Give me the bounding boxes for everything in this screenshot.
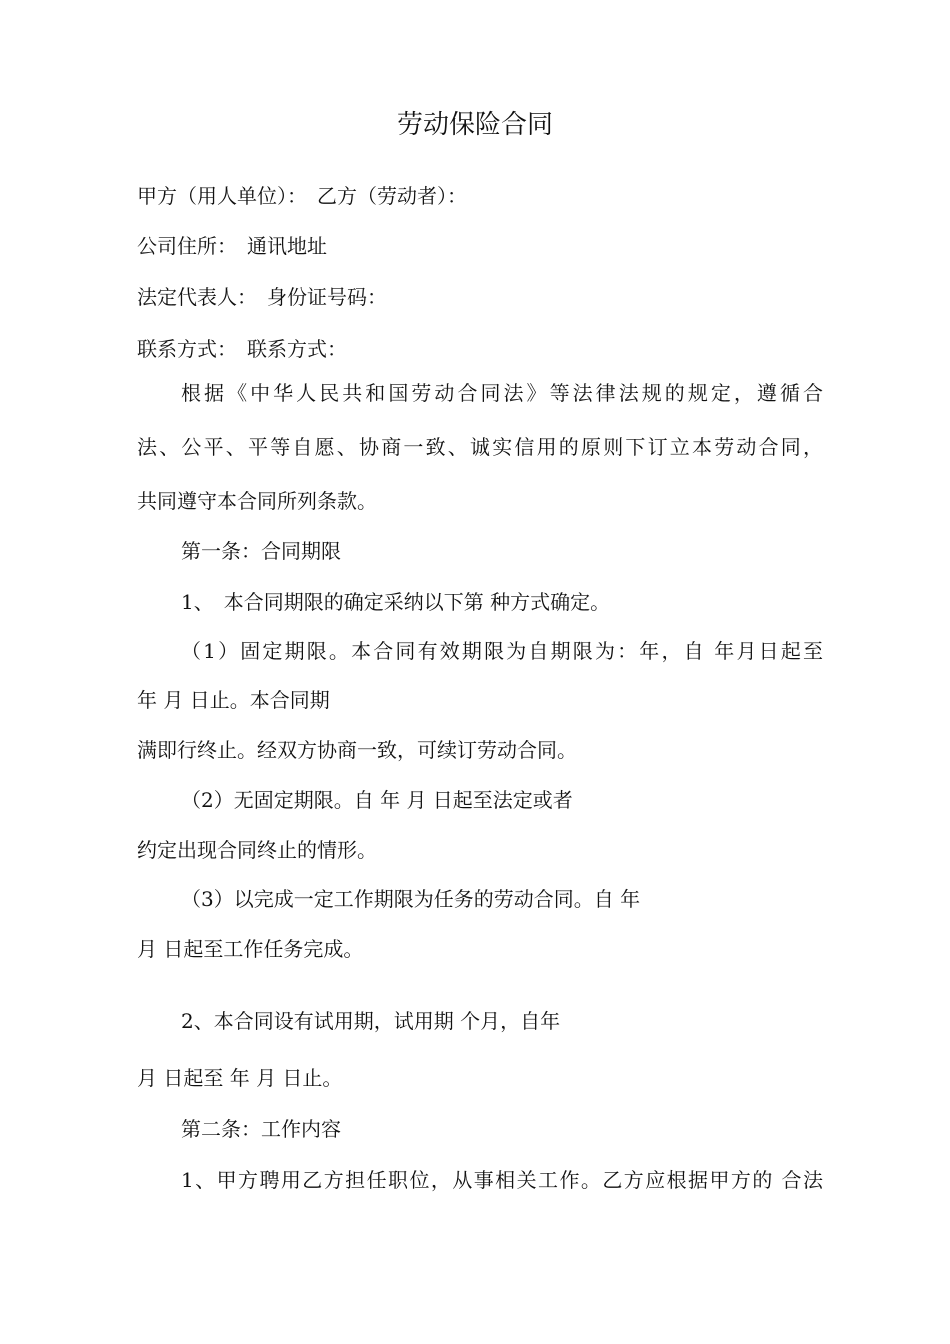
probation-line-1: 2、本合同设有试用期，试用期 个月，自年 — [181, 1009, 561, 1033]
preamble-line-2 — [137, 433, 823, 461]
representative-line: 法定代表人： 身份证号码： — [137, 285, 387, 309]
contact-line: 联系方式： 联系方式： — [137, 337, 347, 361]
preamble-line-1 — [181, 379, 823, 407]
preamble-text-1: 根据《中华人民共和国劳动合同法》等法律法规的规定，遵循合 — [181, 381, 823, 405]
address-line: 公司住所： 通讯地址 — [137, 234, 327, 258]
article-1-heading: 第一条：合同期限 — [181, 539, 341, 563]
article-2-clause-1 — [181, 1166, 823, 1194]
article-2-clause-1-text: 1、甲方聘用乙方担任职位，从事相关工作。乙方应根据甲方的 合法 — [181, 1168, 823, 1192]
probation-line-2: 月 日起至 年 月 日止。 — [137, 1066, 343, 1090]
fixed-term-line-3: 满即行终止。经双方协商一致，可续订劳动合同。 — [137, 738, 577, 762]
task-term-line-1: （3）以完成一定工作期限为任务的劳动合同。自 年 — [181, 887, 641, 911]
task-term-line-2: 月 日起至工作任务完成。 — [137, 937, 364, 961]
fixed-term-line-1 — [181, 637, 823, 665]
open-term-line-1: （2）无固定期限。自 年 月 日起至法定或者 — [181, 788, 573, 812]
preamble-line-3: 共同遵守本合同所列条款。 — [137, 489, 377, 513]
document-title: 劳动保险合同 — [396, 110, 553, 140]
party-header-line: 甲方（用人单位）： 乙方（劳动者）： — [137, 184, 467, 208]
fixed-term-line-2: 年 月 日止。本合同期 — [137, 688, 330, 712]
fixed-term-text-1: （1）固定期限。本合同有效期限为自期限为：年，自 年月日起至 — [181, 639, 823, 663]
article-2-heading: 第二条：工作内容 — [181, 1117, 341, 1141]
article-1-clause-1: 1、 本合同期限的确定采纳以下第 种方式确定。 — [181, 590, 611, 614]
open-term-line-2: 约定出现合同终止的情形。 — [137, 838, 377, 862]
preamble-text-2: 法、公平、平等自愿、协商一致、诚实信用的原则下订立本劳动合同， — [137, 435, 823, 459]
